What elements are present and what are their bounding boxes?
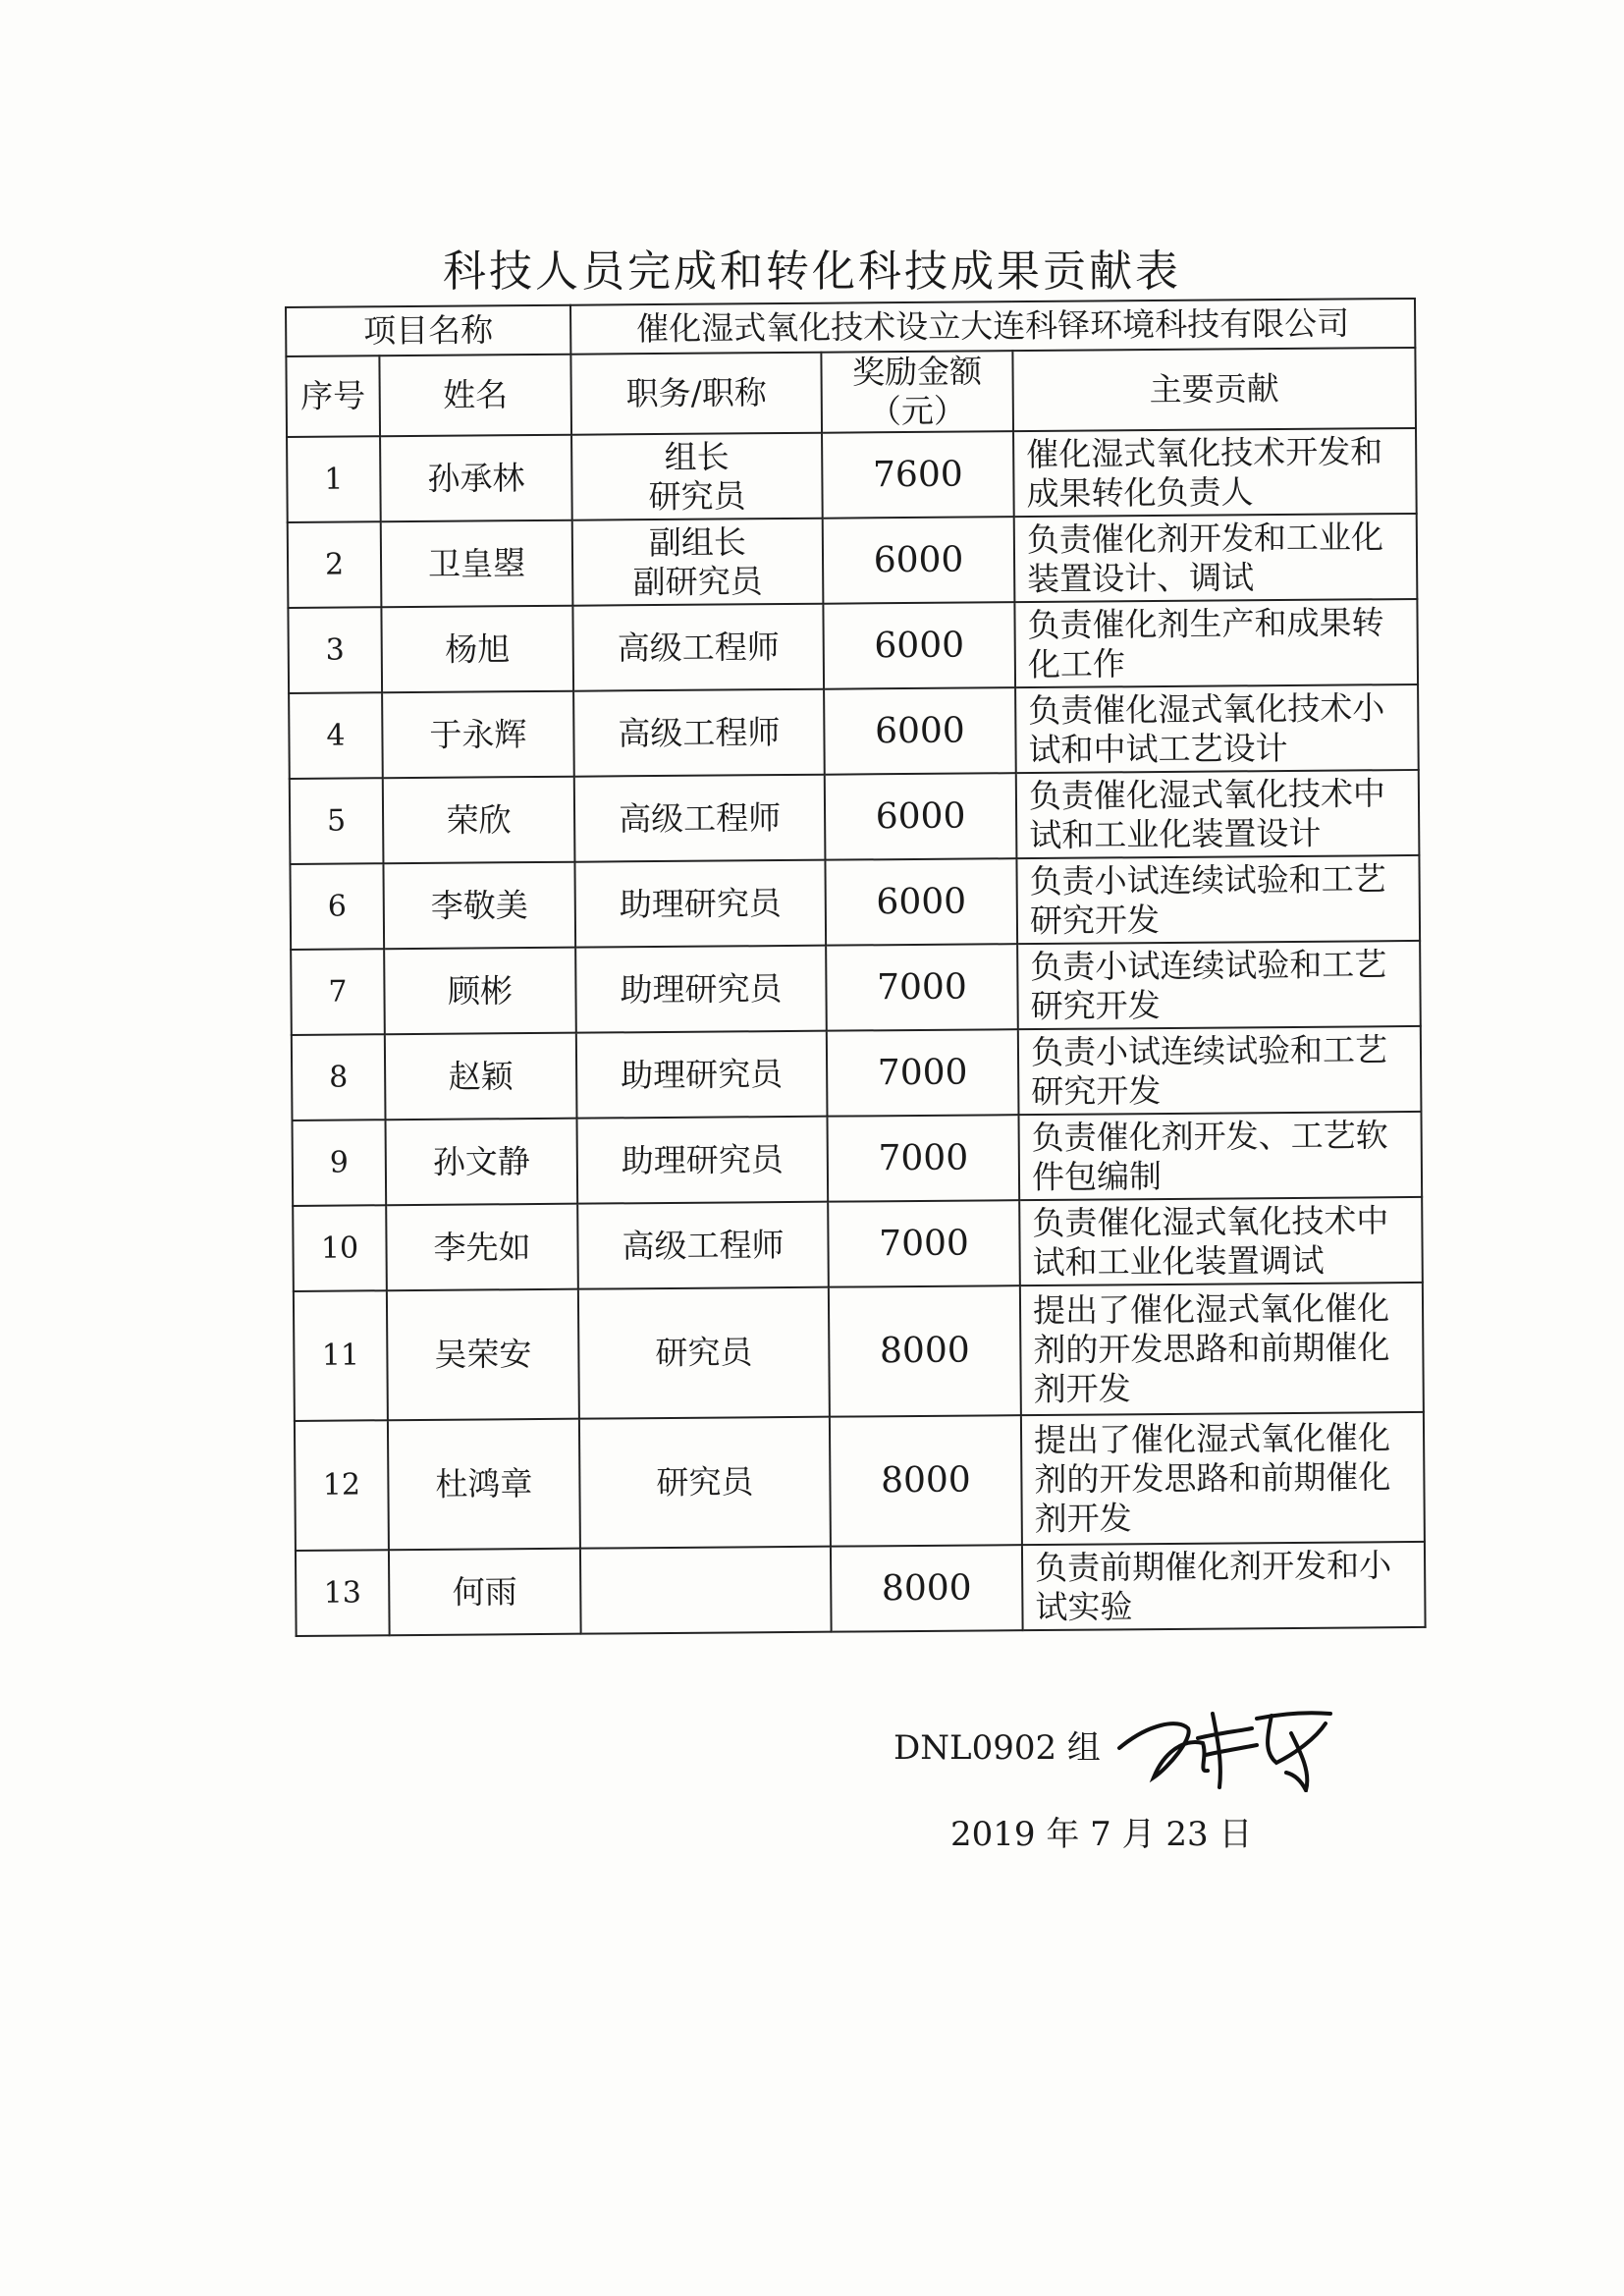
cell-index: 3 [288, 607, 382, 693]
cell-amount: 8000 [830, 1415, 1022, 1547]
cell-amount: 8000 [831, 1545, 1023, 1632]
cell-position: 助理研究员 [577, 1117, 829, 1204]
cell-contribution: 负责小试连续试验和工艺研究开发 [1017, 941, 1421, 1029]
cell-contribution: 负责催化剂开发、工艺软件包编制 [1018, 1112, 1422, 1200]
table-row [293, 1112, 1423, 1206]
cell-amount: 7000 [826, 944, 1018, 1031]
cell-index: 9 [293, 1120, 387, 1206]
table-row [293, 1197, 1423, 1291]
cell-name: 何雨 [389, 1549, 581, 1636]
header-row [286, 348, 1416, 437]
cell-amount: 6000 [824, 687, 1016, 775]
cell-index: 1 [287, 436, 381, 522]
cell-index: 2 [288, 521, 382, 608]
cell-name: 卫皇曌 [381, 520, 573, 608]
table-row [288, 514, 1418, 608]
cell-position: 组长 研究员 [571, 433, 823, 520]
footer-group: DNL0902 组 [893, 1728, 1101, 1768]
cell-index: 13 [296, 1550, 390, 1636]
header-contribution: 主要贡献 [1012, 348, 1416, 431]
cell-contribution: 负责小试连续试验和工艺研究开发 [1018, 1026, 1422, 1115]
cell-position: 助理研究员 [574, 860, 826, 948]
header-index: 序号 [286, 355, 380, 437]
cell-position: 高级工程师 [577, 1202, 829, 1289]
header-name: 姓名 [379, 355, 571, 437]
cell-name: 荣欣 [383, 777, 575, 864]
table-row [294, 1283, 1424, 1421]
cell-contribution: 负责催化剂开发和工业化装置设计、调试 [1014, 514, 1418, 602]
cell-contribution: 负责小试连续试验和工艺研究开发 [1016, 855, 1420, 944]
cell-contribution: 负责催化湿式氧化技术中试和工业化装置设计 [1016, 770, 1420, 858]
cell-amount: 7600 [822, 431, 1014, 519]
cell-index: 8 [292, 1034, 386, 1121]
cell-contribution: 负责催化湿式氧化技术小试和中试工艺设计 [1015, 684, 1419, 773]
project-row [286, 299, 1415, 356]
cell-name: 孙文静 [386, 1119, 578, 1206]
cell-index: 12 [295, 1420, 389, 1551]
cell-name: 杨旭 [381, 606, 573, 693]
header-position: 职务/职称 [570, 353, 822, 435]
project-name: 催化湿式氧化技术设立大连科铎环境科技有限公司 [570, 299, 1415, 355]
cell-amount: 7000 [827, 1115, 1019, 1202]
cell-index: 7 [291, 949, 385, 1035]
cell-position: 助理研究员 [575, 946, 827, 1033]
cell-position: 研究员 [579, 1417, 831, 1549]
table-row [290, 855, 1420, 950]
table-row [288, 599, 1418, 693]
cell-index: 6 [290, 863, 384, 950]
cell-position: 高级工程师 [574, 775, 826, 862]
table-row [291, 941, 1421, 1035]
table-row [287, 428, 1417, 522]
cell-position: 研究员 [578, 1287, 830, 1419]
cell-contribution: 负责催化剂生产和成果转化工作 [1014, 599, 1418, 687]
header-amount-line1: 奖励金额 [851, 352, 983, 392]
cell-contribution: 负责前期催化剂开发和小试实验 [1022, 1542, 1426, 1630]
cell-name: 于永辉 [382, 691, 574, 779]
header-amount-line2: （元） [868, 391, 967, 431]
cell-position: 高级工程师 [572, 604, 824, 691]
cell-amount: 8000 [829, 1285, 1021, 1417]
cell-amount: 6000 [825, 773, 1017, 860]
cell-name: 孙承林 [380, 435, 572, 522]
cell-index: 5 [290, 778, 384, 864]
table-row [295, 1412, 1425, 1551]
cell-contribution: 提出了催化湿式氧化催化剂的开发思路和前期催化剂开发 [1020, 1283, 1424, 1415]
table-row [289, 684, 1419, 779]
table-row [296, 1542, 1426, 1636]
cell-index: 11 [294, 1290, 388, 1421]
cell-position: 高级工程师 [573, 689, 825, 777]
contribution-table-wrapper [285, 298, 1425, 1637]
cell-amount: 6000 [823, 602, 1015, 689]
header-amount [821, 351, 1013, 433]
cell-amount: 7000 [828, 1200, 1020, 1287]
cell-position: 副组长 副研究员 [572, 519, 824, 606]
signature-image [1110, 1694, 1365, 1792]
cell-name: 李先如 [386, 1204, 578, 1291]
cell-contribution: 提出了催化湿式氧化催化剂的开发思路和前期催化剂开发 [1021, 1412, 1425, 1545]
cell-contribution: 催化湿式氧化技术开发和成果转化负责人 [1013, 428, 1417, 517]
cell-index: 10 [293, 1205, 387, 1291]
document-title: 科技人员完成和转化科技成果贡献表 [443, 246, 1181, 297]
cell-amount: 6000 [825, 858, 1017, 946]
cell-amount: 7000 [827, 1029, 1019, 1117]
cell-name: 杜鸿章 [388, 1419, 580, 1551]
contribution-table [285, 298, 1427, 1637]
cell-name: 李敬美 [383, 862, 575, 950]
cell-name: 顾彬 [384, 948, 576, 1035]
cell-position: 助理研究员 [576, 1031, 828, 1119]
cell-position [580, 1547, 832, 1634]
table-row [292, 1026, 1422, 1121]
cell-name: 吴荣安 [387, 1289, 579, 1421]
footer-date: 2019 年 7 月 23 日 [950, 1815, 1253, 1854]
project-label: 项目名称 [286, 305, 570, 356]
cell-index: 4 [289, 692, 383, 779]
cell-amount: 6000 [823, 517, 1015, 604]
table-row [290, 770, 1420, 864]
cell-contribution: 负责催化湿式氧化技术中试和工业化装置调试 [1019, 1197, 1423, 1285]
cell-name: 赵颖 [385, 1033, 577, 1121]
